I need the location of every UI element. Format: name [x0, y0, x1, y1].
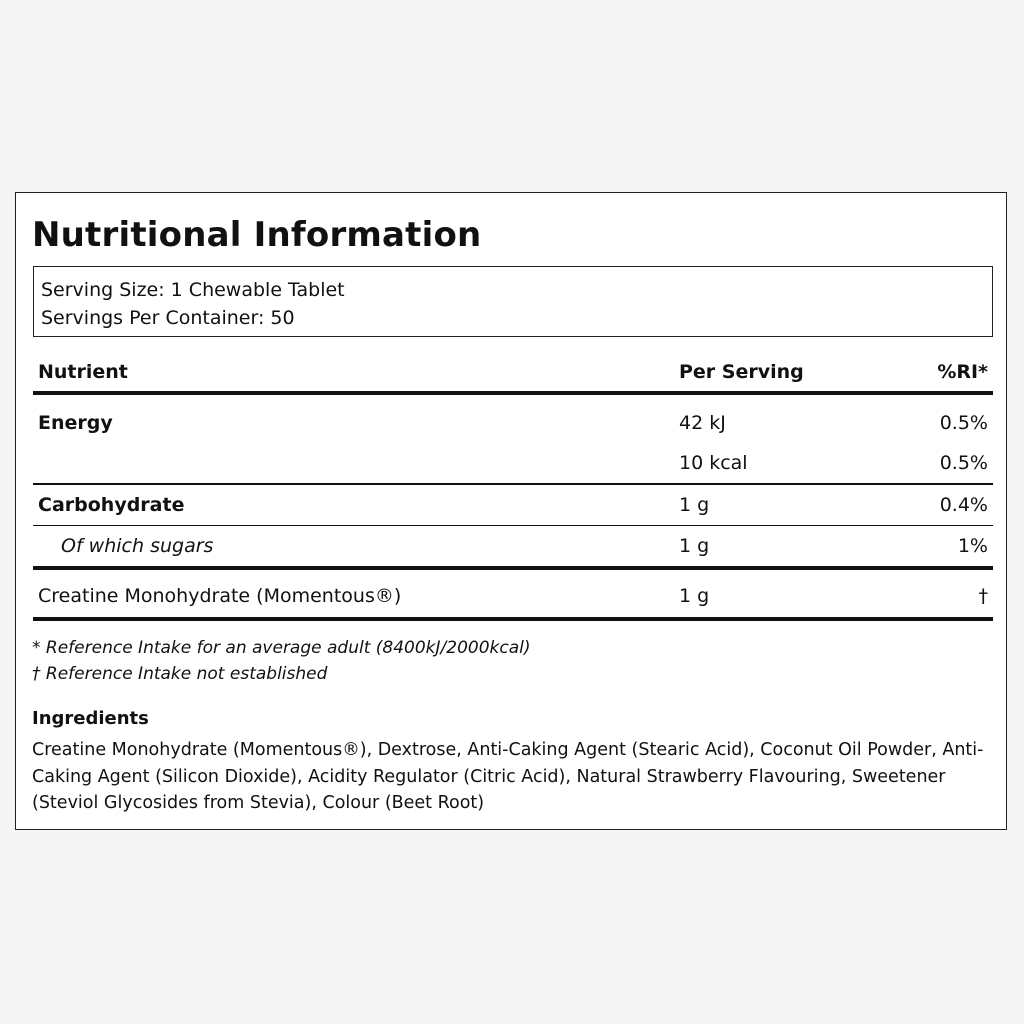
nutrition-panel	[15, 192, 1007, 830]
nutrient-name: Of which sugars	[61, 535, 214, 557]
table-row-energy-kj	[33, 403, 993, 443]
table-row-creatine	[33, 575, 993, 617]
footnote-reference-intake: * Reference Intake for an average adult (8400kJ/2000kcal)	[32, 638, 531, 658]
table-bottom-divider	[33, 617, 993, 621]
servings-per-container: Servings Per Container: 50	[41, 307, 295, 329]
nutrient-name: Creatine Monohydrate (Momentous®)	[38, 585, 402, 607]
ingredients-text: Creatine Monohydrate (Momentous®), Dextrose, Anti-Caking Agent (Stearic Acid), Coconut Oil Powder, Anti-Caking Agent (Silicon Dioxide), Acidity Regulator (Citric Acid), Natural Strawberry Flavouring, Sweetener (Steviol Glycosides from Stevia), Colour (Beet Root)	[32, 740, 984, 813]
per-serving-value: 1 g	[679, 535, 710, 557]
per-serving-value: 1 g	[679, 585, 710, 607]
per-serving-value: 10 kcal	[679, 452, 748, 474]
serving-info-box	[33, 266, 993, 337]
ri-value: †	[978, 585, 988, 607]
footnotes	[32, 635, 531, 687]
ri-value: 0.5%	[939, 412, 988, 434]
footnote-not-established: † Reference Intake not established	[32, 664, 328, 684]
table-row-sugars	[33, 526, 993, 566]
header-ri: %RI*	[937, 361, 988, 383]
per-serving-value: 42 kJ	[679, 412, 726, 434]
ri-value: 0.5%	[939, 452, 988, 474]
serving-size: Serving Size: 1 Chewable Tablet	[41, 279, 345, 301]
nutrient-name: Carbohydrate	[38, 493, 185, 516]
ri-value: 1%	[957, 535, 988, 557]
header-per-serving: Per Serving	[679, 361, 804, 383]
nutrition-table	[33, 353, 993, 621]
header-nutrient: Nutrient	[38, 361, 128, 383]
per-serving-value: 1 g	[679, 493, 710, 516]
ingredients-heading: Ingredients	[32, 708, 149, 729]
table-row-carbohydrate	[33, 485, 993, 525]
ri-value: 0.4%	[939, 493, 988, 516]
table-row-energy-kcal	[33, 443, 993, 483]
table-header-row	[33, 353, 993, 391]
nutrient-name: Energy	[38, 412, 113, 434]
page-title: Nutritional Information	[32, 215, 482, 255]
